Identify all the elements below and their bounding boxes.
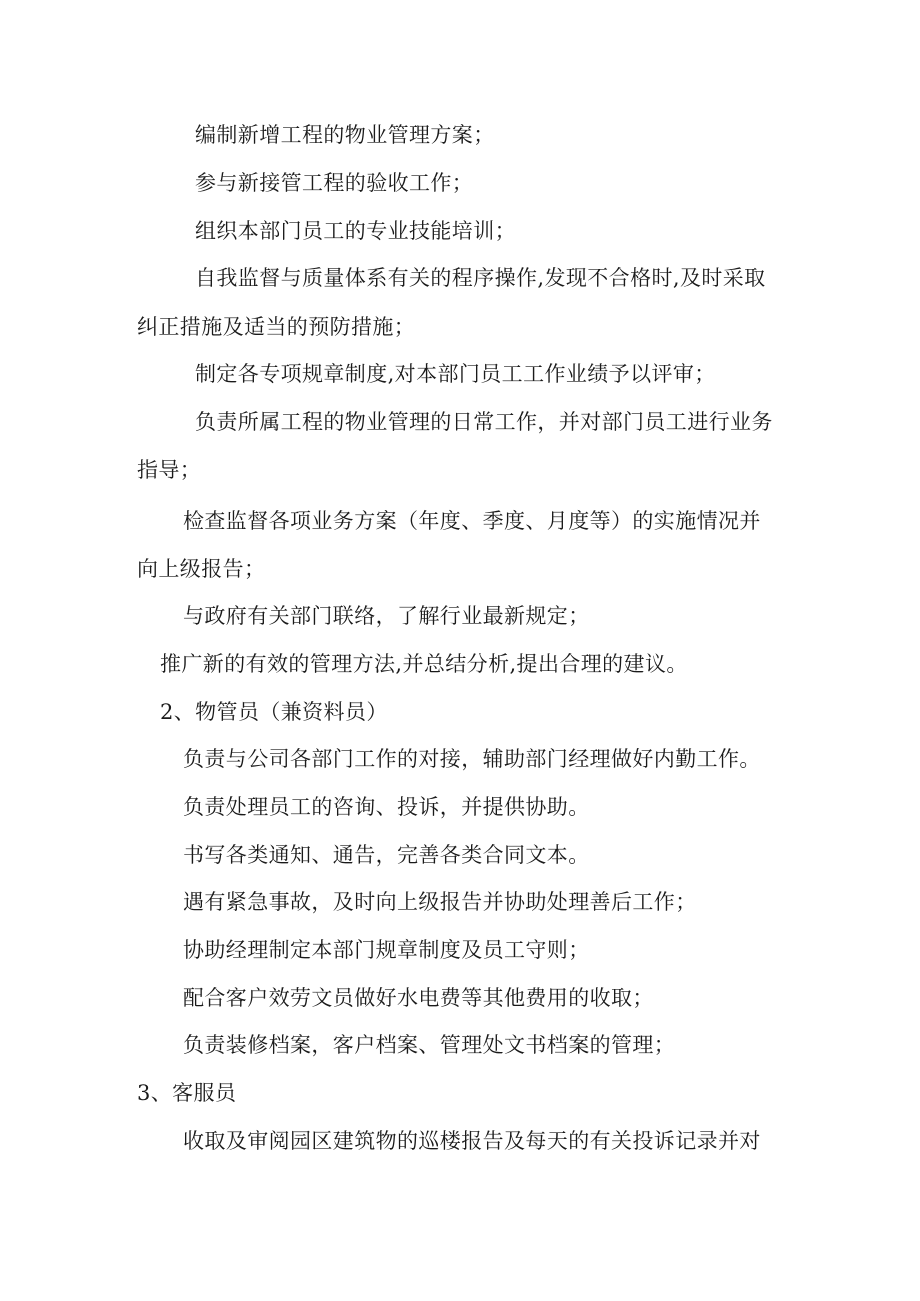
text-line: 推广新的有效的管理方法,并总结分析,提出合理的建议。: [160, 652, 688, 676]
text-line: 组织本部门员工的专业技能培训；: [195, 219, 516, 243]
text-line: 负责装修档案，客户档案、管理处文书档案的管理；: [183, 1033, 676, 1057]
text-line: 负责与公司各部门工作的对接，辅助部门经理做好内勤工作。: [183, 747, 761, 771]
text-line: 纠正措施及适当的预防措施；: [137, 315, 416, 339]
text-line: 与政府有关部门联络，了解行业最新规定；: [183, 604, 590, 628]
text-line: 书写各类通知、通告，完善各类合同文本。: [183, 843, 590, 867]
text-line: 指导；: [137, 458, 202, 482]
text-line: 制定各专项规章制度,对本部门员工工作业绩予以评审；: [195, 362, 716, 386]
text-line: 协助经理制定本部门规章制度及员工守则；: [183, 938, 590, 962]
section-heading: 3、客服员: [137, 1081, 237, 1105]
text-line: 收取及审阅园区建筑物的巡楼报告及每天的有关投诉记录并对: [183, 1129, 761, 1153]
text-line: 向上级报告；: [137, 557, 266, 581]
text-line: 检查监督各项业务方案（年度、季度、月度等）的实施情况并: [183, 509, 761, 533]
text-line: 遇有紧急事故，及时向上级报告并协助处理善后工作；: [183, 890, 697, 914]
text-line: 编制新增工程的物业管理方案；: [195, 123, 495, 147]
text-line: 负责处理员工的咨询、投诉，并提供协助。: [183, 795, 590, 819]
text-line: 自我监督与质量体系有关的程序操作,发现不合格时,及时采取: [195, 266, 766, 290]
text-line: 负责所属工程的物业管理的日常工作，并对部门员工进行业务: [195, 410, 773, 434]
text-line: 参与新接管工程的验收工作；: [195, 171, 474, 195]
text-line: 配合客户效劳文员做好水电费等其他费用的收取；: [183, 986, 654, 1010]
section-heading: 2、物管员（兼资料员）: [160, 700, 388, 724]
